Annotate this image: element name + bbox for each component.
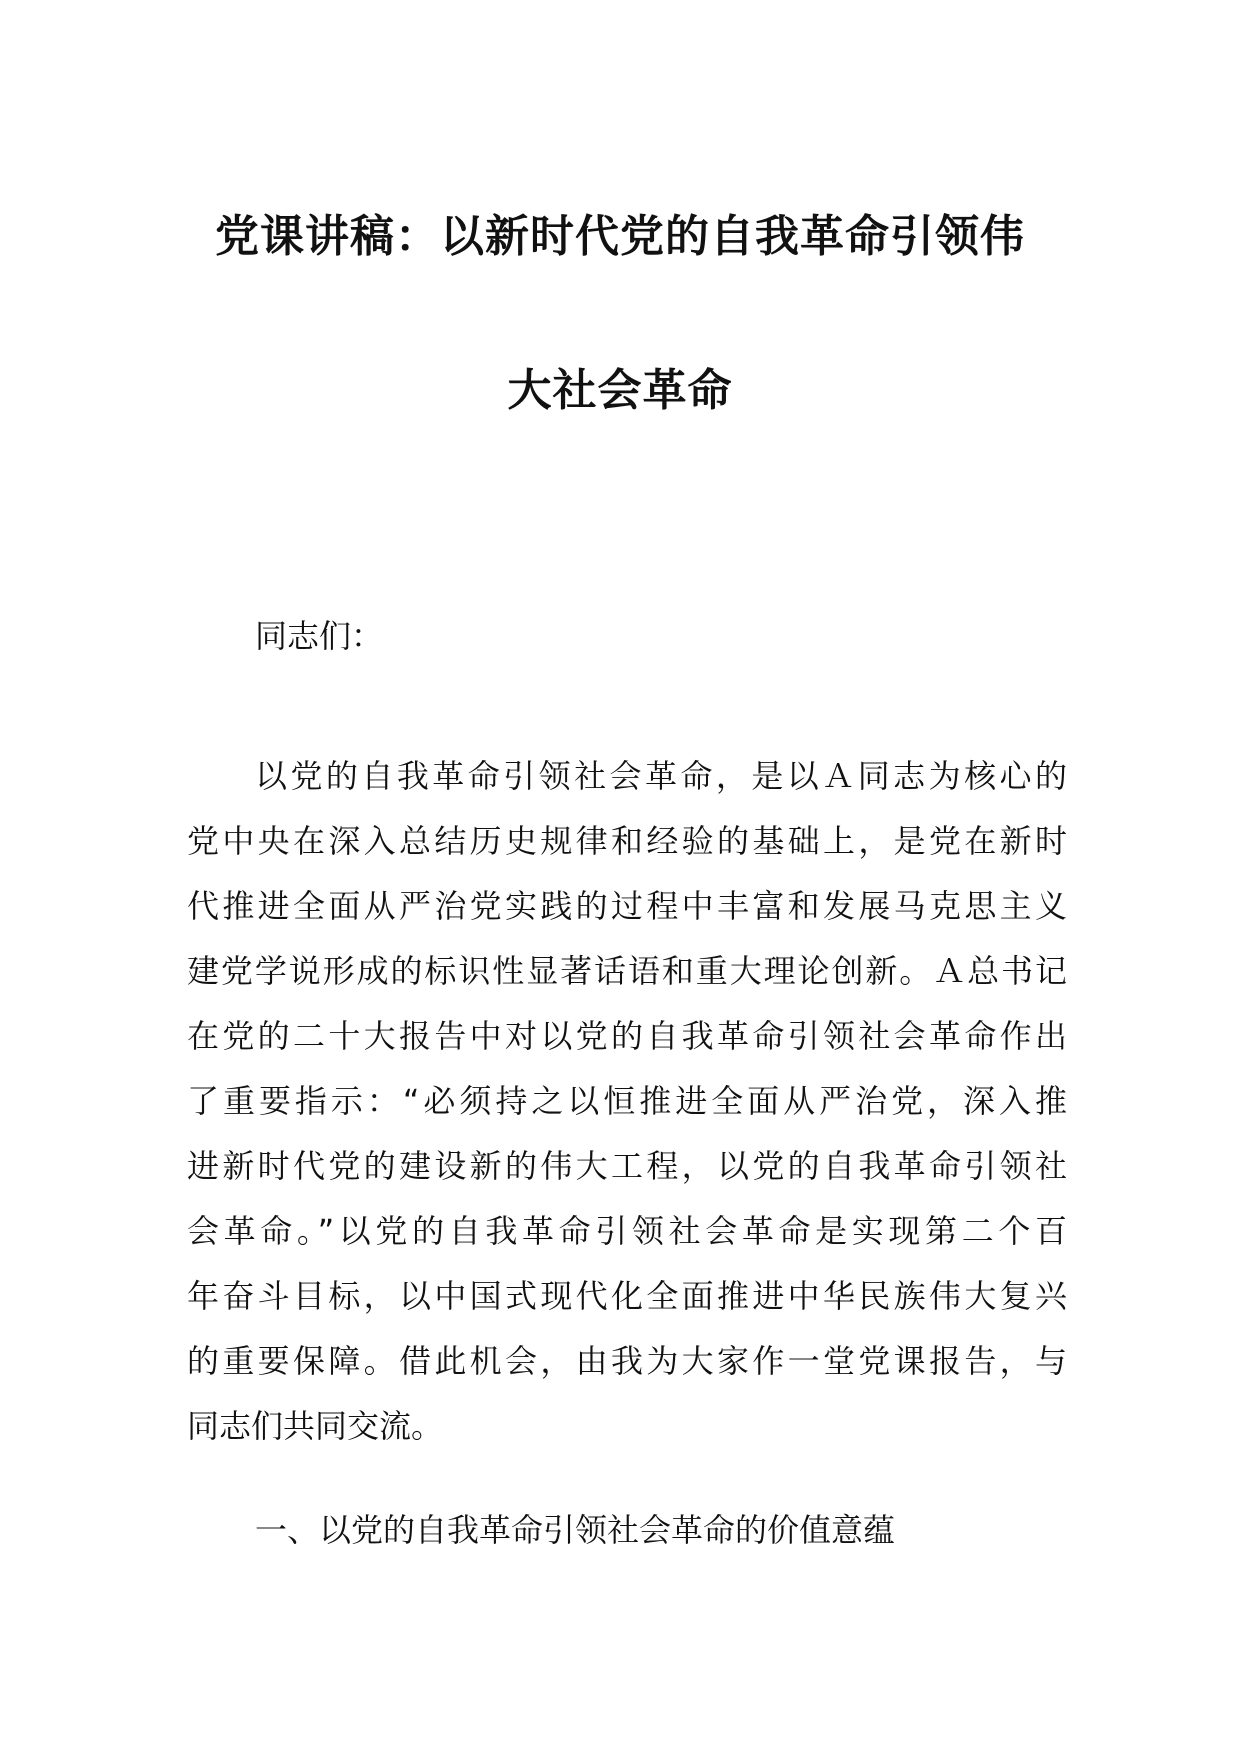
section-heading: 一、以党的自我革命引领社会革命的价值意蕴: [255, 1511, 896, 1549]
paragraph-line: 建党学说形成的标识性显著话语和重大理论创新。Ａ总书记: [187, 952, 1067, 990]
paragraph-line: 同志们共同交流。: [187, 1407, 444, 1445]
paragraph-line: 在党的二十大报告中对以党的自我革命引领社会革命作出: [187, 1017, 1067, 1055]
paragraph-line: 了重要指示：“必须持之以恒推进全面从严治党，深入推: [187, 1082, 1067, 1120]
paragraph-line: 的重要保障。借此机会，由我为大家作一堂党课报告，与: [187, 1342, 1067, 1380]
paragraph-line: 以党的自我革命引领社会革命，是以Ａ同志为核心的: [255, 757, 1067, 795]
document-title-line-2: 大社会革命: [507, 365, 733, 416]
salutation: 同志们：: [255, 617, 384, 655]
document-title-line-1: 党课讲稿：以新时代党的自我革命引领伟: [215, 211, 1025, 262]
paragraph-line: 代推进全面从严治党实践的过程中丰富和发展马克思主义: [187, 887, 1067, 925]
paragraph-line: 党中央在深入总结历史规律和经验的基础上，是党在新时: [187, 822, 1067, 860]
paragraph-line: 会革命。”以党的自我革命引领社会革命是实现第二个百: [187, 1212, 1067, 1250]
intro-paragraph: [187, 744, 1067, 1459]
paragraph-line: 进新时代党的建设新的伟大工程，以党的自我革命引领社: [187, 1147, 1067, 1185]
paragraph-line: 年奋斗目标，以中国式现代化全面推进中华民族伟大复兴: [187, 1277, 1067, 1315]
